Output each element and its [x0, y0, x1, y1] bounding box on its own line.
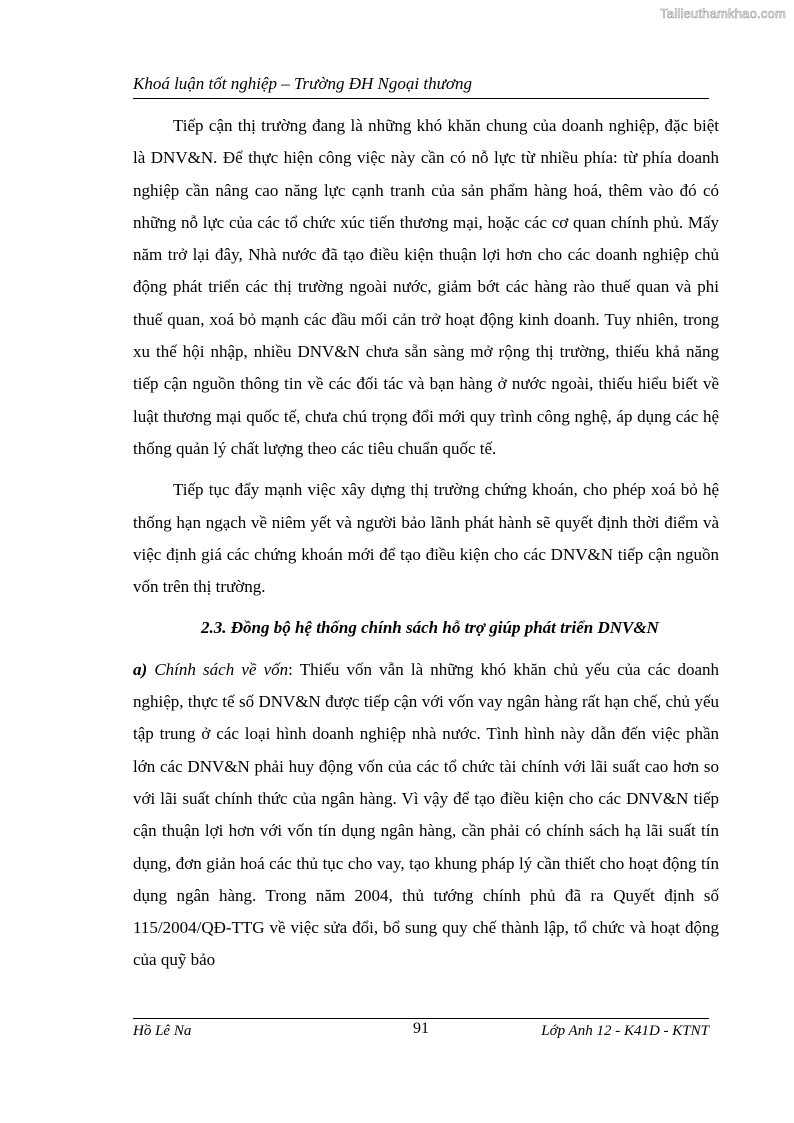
- policy-term: Chính sách về vốn: [147, 659, 289, 679]
- watermark: Tailieuthamkhao.com: [660, 6, 786, 21]
- list-marker: a): [133, 659, 148, 679]
- page-footer: [133, 1018, 709, 1047]
- page-header: Khoá luận tốt nghiệp – Trường ĐH Ngoại thương: [133, 74, 709, 99]
- footer-author: Hồ Lê Na: [133, 1023, 192, 1039]
- policy-body: : Thiếu vốn vẫn là những khó khăn chủ yếu của các doanh nghiệp, thực tế số DNV&N được tiếp cận với vốn vay ngân hàng rất hạn chế, chủ yếu tập trung ở các loại hình doanh nghiệp nhà nước. Tình hình này dẫn đến việc phần lớn các DNV&N phải huy động vốn của các tổ chức tài chính với lãi suất cao hơn so với lãi suất chính thức của ngân hàng. Vì vậy để tạo điều kiện cho các DNV&N tiếp cận thuận lợi hơn với vốn tín dụng ngân hàng, cần phải có chính sách hạ lãi suất tín dụng, đơn giản hoá các thủ tục cho vay, tạo khung pháp lý cần thiết cho hoạt động tín dụng ngân hàng. Trong năm 2004, thủ tướng chính phủ đã ra Quyết định số 115/2004/QĐ-TTG về việc sửa đổi, bổ sung quy chế thành lập, tổ chức và hoạt động của quỹ bảo: [133, 659, 720, 970]
- paragraph-market-access: Tiếp cận thị trường đang là những khó khăn chung của doanh nghiệp, đặc biệt là DNV&N. Để thực hiện công việc này cần có nỗ lực từ nhiều phía: từ phía doanh nghiệp cần nâng cao năng lực cạnh tranh của sản phẩm hàng hoá, thêm vào đó có những nỗ lực của các tổ chức xúc tiến thương mại, hoặc các cơ quan chính phủ. Mấy năm trở lại đây, Nhà nước đã tạo điều kiện thuận lợi hơn cho các doanh nghiệp chủ động phát triển các thị trường ngoài nước, giảm bớt các hàng rào thuế quan và phi thuế quan, xoá bỏ mạnh các đầu mối cản trở hoạt động kinh doanh. Tuy nhiên, trong xu thế hội nhập, nhiều DNV&N chưa sẵn sàng mở rộng thị trường, thiếu khả năng tiếp cận nguồn thông tin về các đối tác và bạn hàng ở nước ngoài, thiếu hiểu biết về luật thương mại quốc tế, chưa chú trọng đổi mới quy trình công nghệ, áp dụng các hệ thống quản lý chất lượng theo các tiêu chuẩn quốc tế.: [133, 116, 719, 458]
- footer-class: Lớp Anh 12 - K41D - KTNT: [541, 1023, 709, 1039]
- section-heading: 2.3. Đồng bộ hệ thống chính sách hỗ trợ giúp phát triển DNV&N: [201, 618, 659, 638]
- paragraph-stock-market: Tiếp tục đẩy mạnh việc xây dựng thị trường chứng khoán, cho phép xoá bỏ hệ thống hạn ngạch về niêm yết và người bảo lãnh phát hành sẽ quyết định thời điểm và việc định giá các chứng khoán mới để tạo điều kiện cho các DNV&N tiếp cận nguồn vốn trên thị trường.: [133, 480, 719, 597]
- document-body: [133, 110, 719, 986]
- paragraph-capital-policy: [133, 654, 719, 977]
- page-number: 91: [413, 1020, 429, 1037]
